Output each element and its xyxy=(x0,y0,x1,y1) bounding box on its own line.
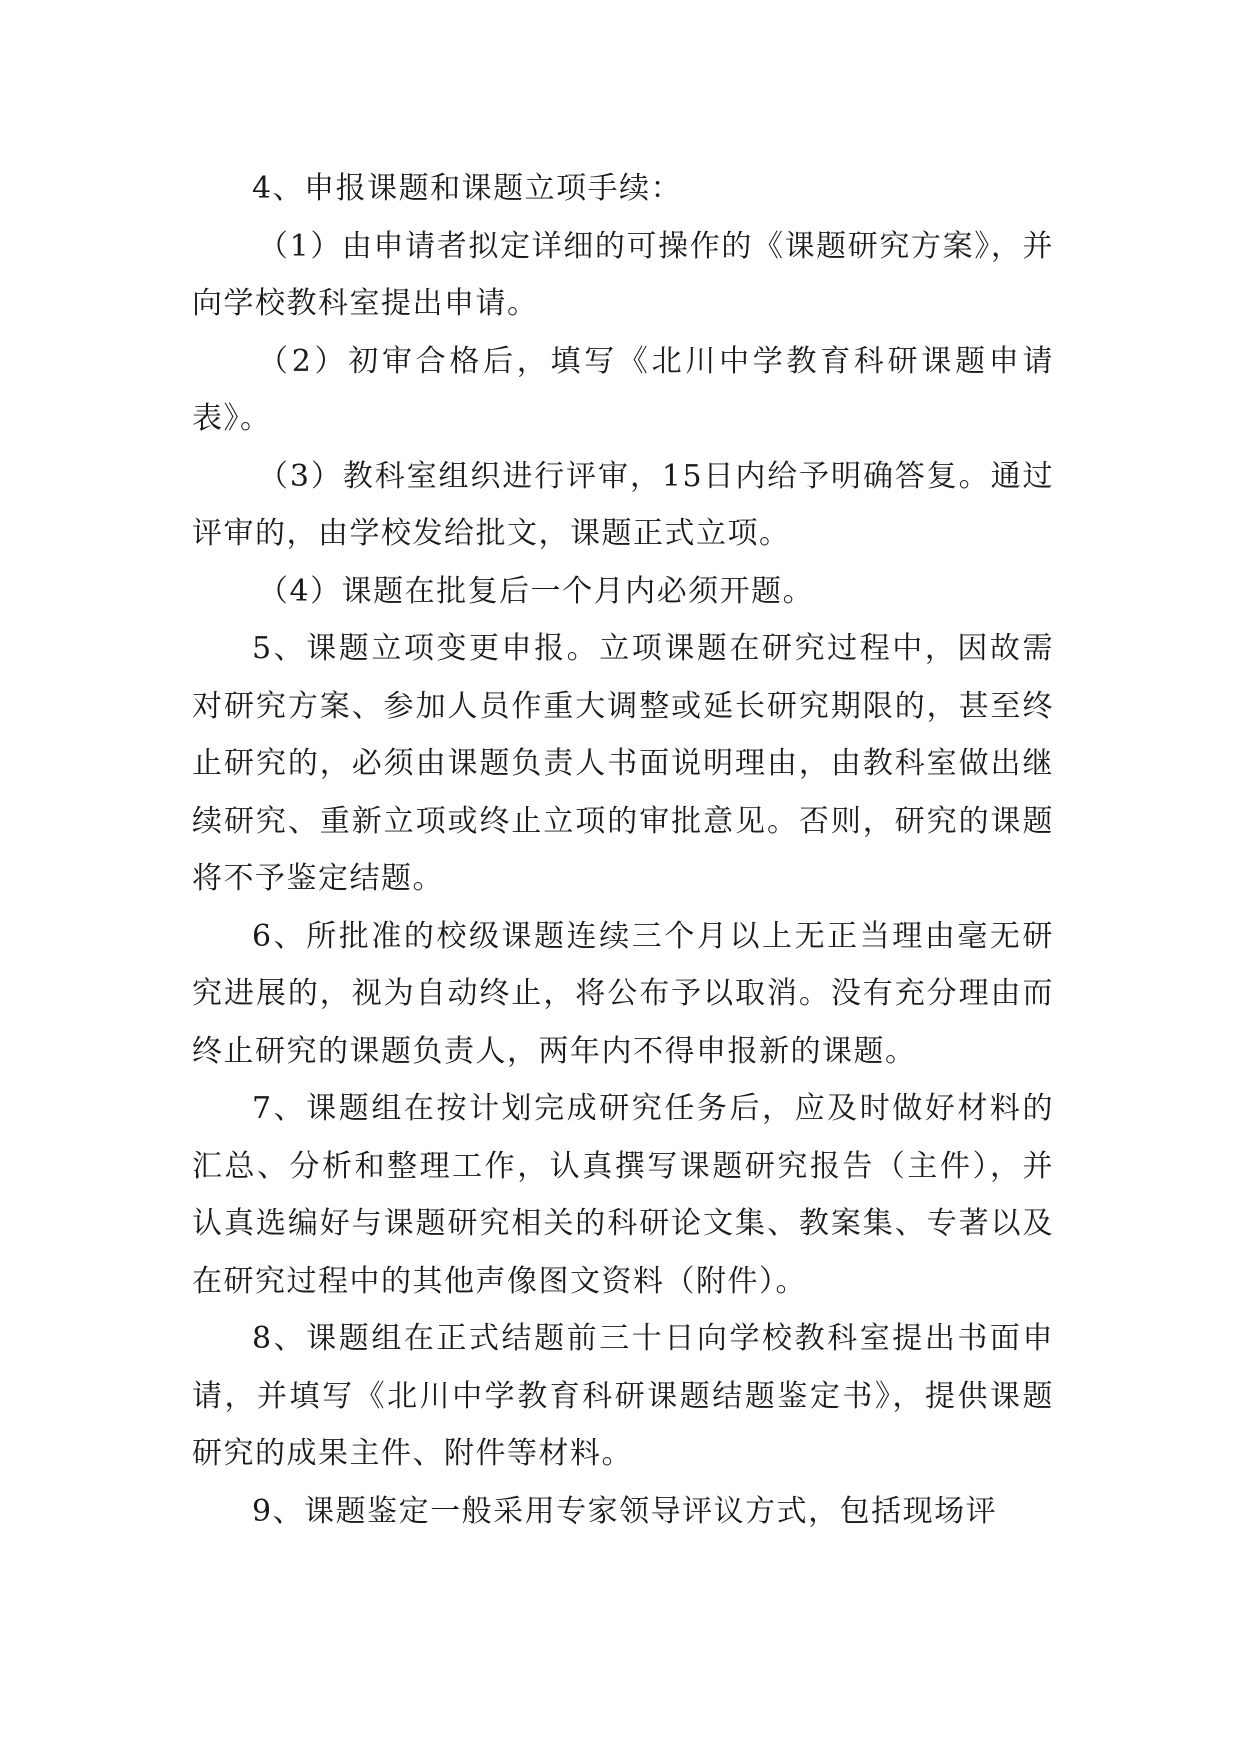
paragraph-item-8: 8、课题组在正式结题前三十日向学校教科室提出书面申请，并填写《北川中学教育科研课题结题鉴定书》，提供课题研究的成果主件、附件等材料。 xyxy=(192,1321,1054,1471)
paragraph-subitem-4-1: （1）由申请者拟定详细的可操作的《课题研究方案》，并向学校教科室提出申请。 xyxy=(192,228,1054,321)
document-body xyxy=(192,160,1054,1540)
paragraph-subitem-4-2: （2）初审合格后，填写《北川中学教育科研课题申请表》。 xyxy=(192,343,1054,436)
paragraph-subitem-4-3: （3）教科室组织进行评审，15日内给予明确答复。通过评审的，由学校发给批文，课题正式立项。 xyxy=(192,458,1054,551)
paragraph-item-6: 6、所批准的校级课题连续三个月以上无正当理由毫无研究进展的，视为自动终止，将公布予以取消。没有充分理由而终止研究的课题负责人，两年内不得申报新的课题。 xyxy=(192,918,1054,1069)
paragraph-subitem-4-4: （4）课题在批复后一个月内必须开题。 xyxy=(258,573,815,609)
paragraph-item-7: 7、课题组在按计划完成研究任务后，应及时做好材料的汇总、分析和整理工作，认真撰写课题研究报告（主件），并认真选编好与课题研究相关的科研论文集、教案集、专著以及在研究过程中的其他声像图文资料（附件）。 xyxy=(192,1091,1054,1299)
paragraph-item-4: 4、申报课题和课题立项手续： xyxy=(252,171,683,206)
paragraph-item-5: 5、课题立项变更申报。立项课题在研究过程中，因故需对研究方案、参加人员作重大调整或延长研究期限的，甚至终止研究的，必须由课题负责人书面说明理由，由教科室做出继续研究、重新立项或终止立项的审批意见。否则，研究的课题将不予鉴定结题。 xyxy=(192,631,1054,896)
paragraph-item-9: 9、课题鉴定一般采用专家领导评议方式，包括现场评 xyxy=(252,1493,998,1529)
